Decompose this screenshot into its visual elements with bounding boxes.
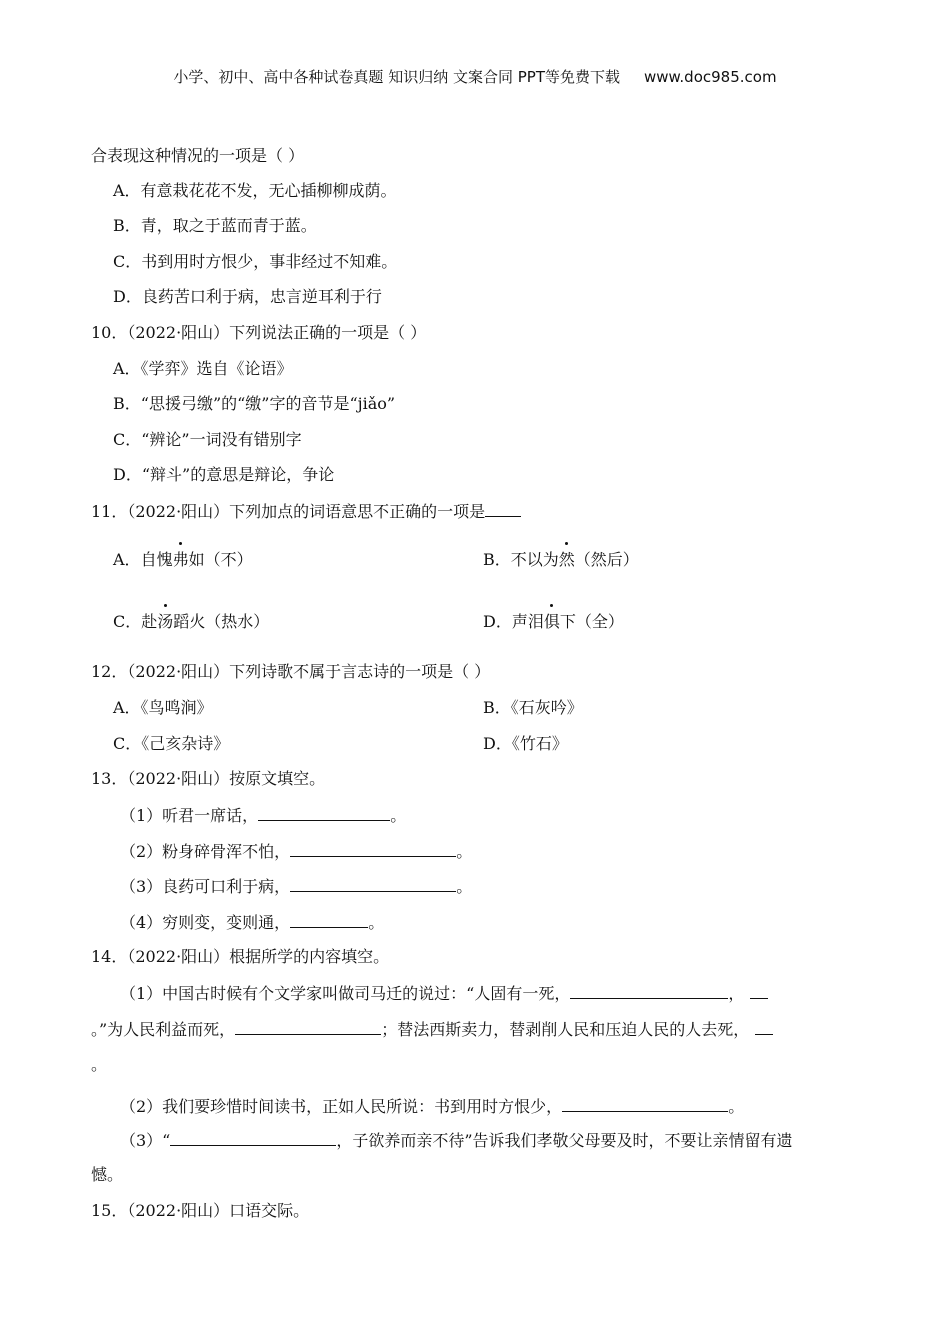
- q14-p3-open: （3）“: [120, 1131, 171, 1150]
- q12-option-d: D．《竹石》: [483, 734, 568, 753]
- q11-d-pre: 声泪: [511, 612, 544, 631]
- q11-d-label: D．: [483, 612, 512, 631]
- q14-p1-text-a: （1）中国古时候有个文学家叫做司马迁的说过：“人固有一死，: [120, 984, 571, 1003]
- q11-c-dotted-char: 汤: [157, 612, 174, 631]
- q11-option-a: [113, 549, 253, 571]
- q14-p3-text: ，子欲养而亲不待”告诉我们孝敬父母要及时，不要让亲情留有遗: [336, 1131, 793, 1150]
- q14-p3-blank: [170, 1129, 336, 1146]
- q11-a-post: 如（不）: [188, 550, 253, 569]
- q13-item-1-blank: [258, 804, 390, 821]
- q9-option-d: D．良药苦口利于病，忠言逆耳利于行: [113, 287, 382, 306]
- q13-item-4: [120, 911, 384, 934]
- page-header: [0, 66, 950, 87]
- q12-option-c: C．《己亥杂诗》: [113, 734, 230, 753]
- q11-c-post: 蹈火（热水）: [173, 612, 270, 631]
- q13-item-3: [120, 875, 472, 898]
- q12-option-b: B．《石灰吟》: [483, 698, 583, 717]
- q14-p2: [120, 1095, 744, 1118]
- q15-stem: 15．（2022·阳山）口语交际。: [91, 1201, 310, 1220]
- q11-stem: [91, 500, 521, 523]
- q13-item-2-end: 。: [456, 842, 473, 861]
- q11-option-d: [483, 611, 624, 633]
- q11-option-b: [483, 549, 639, 571]
- q13-item-1-end: 。: [390, 806, 407, 825]
- q14-p1-text-c: 。”为人民利益而死，: [91, 1020, 236, 1039]
- q9-option-c: C．书到用时方恨少，事非经过不知难。: [113, 252, 398, 271]
- q13-item-3-text: （3）良药可口利于病，: [120, 877, 291, 896]
- q14-p1-blank-3: [235, 1018, 381, 1035]
- q10-option-b: B．“思援弓缴”的“缴”字的音节是“jiǎo”: [113, 394, 396, 413]
- q14-p1-blank-4: [755, 1018, 773, 1035]
- q13-item-2: [120, 840, 472, 863]
- q11-b-label: B．: [483, 550, 511, 569]
- q11-option-c: [113, 611, 269, 633]
- q14-stem: 14．（2022·阳山）根据所学的内容填空。: [91, 947, 390, 966]
- q9-stem-tail: 合表现这种情况的一项是（ ）: [91, 146, 305, 165]
- q10-option-a: A．《学弈》选自《论语》: [113, 359, 293, 378]
- q14-p1-blank-2: [750, 982, 768, 999]
- q11-stem-text: 11．（2022·阳山）下列加点的词语意思不正确的一项是: [91, 502, 486, 521]
- q14-p3-line2: 憾。: [91, 1165, 124, 1184]
- q14-p1-blank-1: [570, 982, 728, 999]
- q13-item-4-blank: [290, 911, 368, 928]
- q12-option-a: A．《鸟鸣涧》: [113, 698, 213, 717]
- q11-b-post: （然后）: [574, 550, 639, 569]
- q11-d-post: 下（全）: [559, 612, 624, 631]
- q14-p1-text-b: ，: [728, 984, 745, 1003]
- q14-p1-line1: [120, 982, 768, 1005]
- q14-p2-blank: [562, 1095, 728, 1112]
- q10-stem: 10．（2022·阳山）下列说法正确的一项是（ ）: [91, 323, 427, 342]
- q14-p3-line1: [120, 1129, 793, 1152]
- q10-option-c: C．“辨论”一词没有错别字: [113, 430, 302, 449]
- q13-item-3-end: 。: [456, 877, 473, 896]
- q10-option-d: D．“辩斗”的意思是辩论，争论: [113, 465, 335, 484]
- q11-c-label: C．: [113, 612, 142, 631]
- header-site: www.doc985.com: [643, 68, 777, 86]
- q14-p1-line3: 。: [91, 1055, 108, 1074]
- q14-p1-text-d: ；替法西斯卖力，替剥削人民和压迫人民的人去死，: [381, 1020, 750, 1039]
- q11-a-pre: 自愧: [140, 550, 173, 569]
- q11-answer-blank: [485, 500, 521, 517]
- q13-item-4-text: （4）穷则变，变则通，: [120, 913, 291, 932]
- q11-c-pre: 赴: [141, 612, 158, 631]
- q11-a-label: A．: [113, 550, 141, 569]
- q13-item-3-blank: [290, 875, 456, 892]
- q13-item-1: [120, 804, 406, 827]
- q14-p2-end: 。: [728, 1097, 745, 1116]
- q13-item-2-text: （2）粉身碎骨浑不怕，: [120, 842, 291, 861]
- q11-d-dotted-char: 俱: [543, 612, 560, 631]
- q14-p1-line2: [91, 1018, 773, 1041]
- q13-item-2-blank: [290, 840, 456, 857]
- q14-p2-text: （2）我们要珍惜时间读书，正如人民所说：书到用时方恨少，: [120, 1097, 563, 1116]
- q11-b-pre: 不以为: [510, 550, 559, 569]
- q11-b-dotted-char: 然: [558, 550, 575, 569]
- q9-option-a: A．有意栽花花不发，无心插柳柳成荫。: [113, 181, 397, 200]
- header-text: 小学、初中、高中各种试卷真题 知识归纳 文案合同 PPT等免费下载: [173, 68, 620, 86]
- q13-item-4-end: 。: [368, 913, 385, 932]
- q9-option-b: B．青，取之于蓝而青于蓝。: [113, 216, 317, 235]
- q12-stem: 12．（2022·阳山）下列诗歌不属于言志诗的一项是（ ）: [91, 662, 491, 681]
- q13-item-1-text: （1）听君一席话，: [120, 806, 259, 825]
- q11-a-dotted-char: 弗: [172, 550, 189, 569]
- q13-stem: 13．（2022·阳山）按原文填空。: [91, 769, 326, 788]
